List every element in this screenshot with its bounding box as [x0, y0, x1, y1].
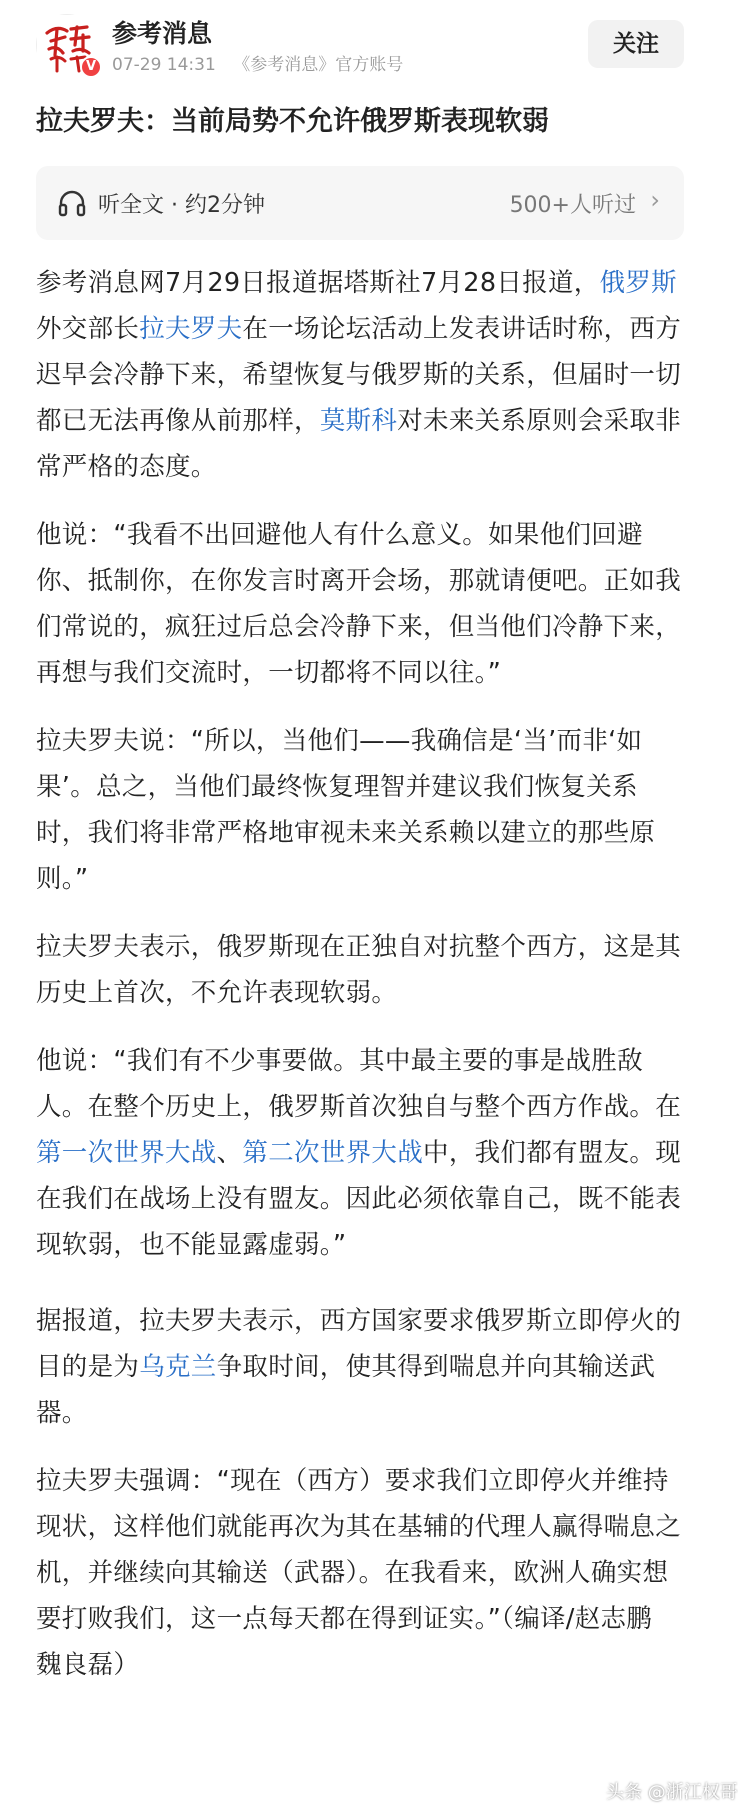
- text-run: 在一场论坛活动上发表讲话时称，西方迟早会冷静下来，希望恢复与俄罗斯的关系，但届时一切都已无法再像从前那样，: [36, 314, 682, 436]
- text-run: 据报道，拉夫罗夫表示，西方国家要求俄罗斯立即停火的目的是为: [36, 1306, 682, 1382]
- paragraph-5: [36, 1038, 686, 1268]
- paragraph-1: [36, 260, 686, 490]
- listener-count: 500+人听过: [509, 193, 636, 218]
- publish-time: 07-29 14:31: [112, 55, 216, 75]
- text-run: 他说：“我们有不少事要做。其中最主要的事是战胜敌人。在整个历史上，俄罗斯首次独自与整个西方作战。在: [36, 1046, 682, 1122]
- account-meta: [112, 50, 415, 75]
- account-name[interactable]: 参考消息: [112, 19, 213, 48]
- link-ww2[interactable]: 第二次世界大战: [242, 1138, 424, 1168]
- paragraph-3: 拉夫罗夫说：“所以，当他们——我确信是‘当’而非‘如果’。总之，当他们最终恢复理智并建议我们恢复关系时，我们将非常严格地审视未来关系赖以建立的那些原则。”: [36, 726, 656, 894]
- paragraph-6: [36, 1298, 686, 1436]
- account-source: 《参考消息》官方账号: [233, 55, 404, 75]
- text-run: 、: [216, 1138, 243, 1168]
- paragraph-7: 拉夫罗夫强调：“现在（西方）要求我们立即停火并维持现状，这样他们就能再次为其在基辅的代理人赢得喘息之机，并继续向其输送（武器）。在我看来，欧洲人确实想要打败我们，这一点每天都在得到证实。”（编译/赵志鹏 魏良磊）: [36, 1466, 682, 1680]
- article-header: [0, 0, 720, 86]
- listen-full-text-bar[interactable]: [36, 166, 684, 240]
- article-title: 拉夫罗夫：当前局势不允许俄罗斯表现软弱: [36, 106, 549, 137]
- listen-label: 听全文 · 约2分钟: [98, 193, 265, 218]
- text-run: 争取时间，使其得到喘息并向其输送武器。: [36, 1352, 656, 1428]
- link-moscow[interactable]: 莫斯科: [319, 406, 398, 436]
- link-lavrov[interactable]: 拉夫罗夫: [139, 314, 243, 344]
- headphones-icon: [58, 190, 86, 216]
- paragraph-4: 拉夫罗夫表示，俄罗斯现在正独自对抗整个西方，这是其历史上首次，不允许表现软弱。: [36, 932, 682, 1008]
- source-watermark: 头条 @浙江权哥: [606, 1782, 738, 1803]
- text-run: 对未来关系原则会采取非常严格的态度。: [36, 406, 682, 482]
- text-run: 参考消息网7月29日报道据塔斯社7月28日报道，: [36, 268, 600, 298]
- text-run: 中，我们都有盟友。现在我们在战场上没有盟友。因此必须依靠自己，既不能表现软弱，也不能显露虚弱。”: [36, 1138, 682, 1260]
- text-run: 外交部长: [36, 314, 140, 344]
- chevron-right-icon: ›: [650, 186, 660, 214]
- link-ww1[interactable]: 第一次世界大战: [36, 1138, 217, 1168]
- article-body: [36, 260, 686, 1710]
- follow-button[interactable]: 关注: [588, 20, 684, 68]
- verified-badge-icon: V: [80, 56, 102, 78]
- link-ukraine[interactable]: 乌克兰: [139, 1352, 217, 1382]
- paragraph-2: 他说：“我看不出回避他人有什么意义。如果他们回避你、抵制你，在你发言时离开会场，那就请便吧。正如我们常说的，疯狂过后总会冷静下来，但当他们冷静下来，再想与我们交流时，一切都将不同以往。”: [36, 520, 682, 688]
- link-russia[interactable]: 俄罗斯: [599, 268, 677, 298]
